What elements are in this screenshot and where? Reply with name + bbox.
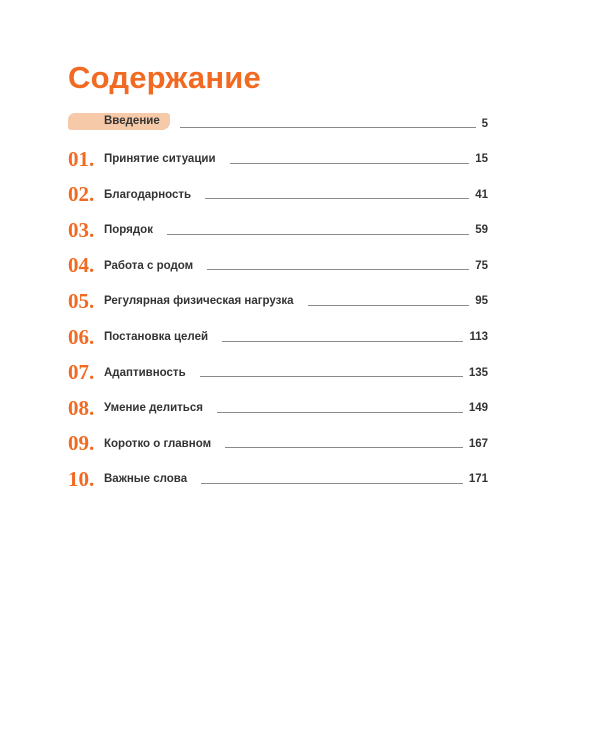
toc-entry-02[interactable] <box>68 166 488 207</box>
toc-entry-page: 135 <box>468 366 488 379</box>
toc-leader-line <box>207 269 469 270</box>
toc-entry-page: 149 <box>468 402 488 415</box>
toc-leader-line <box>308 305 470 306</box>
toc-leader-line <box>217 412 463 413</box>
toc-entry-number: 09. <box>68 431 95 456</box>
toc-entry-page: 15 <box>475 153 488 166</box>
toc-entry-label: Благодарность <box>104 188 192 201</box>
toc-leader-line <box>205 198 469 199</box>
toc-entry-label: Адаптивность <box>104 366 186 379</box>
toc-entry-page: 167 <box>468 437 488 450</box>
toc-entry-08[interactable] <box>68 379 488 420</box>
toc-entry-number: 06. <box>68 324 95 349</box>
toc-list <box>68 104 488 491</box>
toc-entry-03[interactable] <box>68 201 488 242</box>
toc-entry-label: Умение делиться <box>104 402 203 415</box>
toc-entry-05[interactable] <box>68 272 488 313</box>
toc-entry-number: 08. <box>68 395 95 420</box>
toc-leader-line <box>222 341 463 342</box>
toc-leader-line <box>180 127 476 128</box>
toc-entry-label: Регулярная физическая нагрузка <box>104 295 294 308</box>
toc-entry-number: 07. <box>68 360 95 385</box>
toc-entry-page: 5 <box>481 117 488 130</box>
toc-leader-line <box>201 483 463 484</box>
toc-entry-page: 95 <box>475 295 488 308</box>
toc-entry-label: Постановка целей <box>104 331 209 344</box>
toc-entry-page: 41 <box>475 188 488 201</box>
toc-entry-01[interactable] <box>68 130 488 171</box>
toc-entry-page: 59 <box>475 224 488 237</box>
toc-entry-04[interactable] <box>68 237 488 278</box>
toc-entry-06[interactable] <box>68 308 488 349</box>
toc-leader-line <box>225 447 463 448</box>
toc-entry-label: Коротко о главном <box>104 437 212 450</box>
toc-entry-intro[interactable] <box>68 104 488 130</box>
toc-title: Содержание <box>68 60 261 95</box>
toc-leader-line <box>230 163 470 164</box>
toc-leader-line <box>167 234 469 235</box>
toc-entry-number: 05. <box>68 288 95 313</box>
toc-entry-number: 04. <box>68 253 95 278</box>
toc-entry-label: Работа с родом <box>104 259 194 272</box>
toc-entry-page: 75 <box>475 259 488 272</box>
toc-entry-page: 113 <box>469 331 488 344</box>
toc-entry-label: Введение <box>68 113 170 131</box>
toc-entry-number: 01. <box>68 146 95 171</box>
toc-entry-07[interactable] <box>68 344 488 385</box>
toc-entry-page: 171 <box>468 473 488 486</box>
toc-entry-number: 02. <box>68 182 95 207</box>
toc-entry-label: Важные слова <box>104 473 188 486</box>
toc-entry-09[interactable] <box>68 415 488 456</box>
toc-entry-number: 03. <box>68 217 95 242</box>
toc-leader-line <box>200 376 463 377</box>
toc-entry-label: Порядок <box>104 224 153 237</box>
toc-entry-10[interactable] <box>68 450 488 491</box>
toc-entry-number: 10. <box>68 466 95 491</box>
toc-entry-label: Принятие ситуации <box>104 153 216 166</box>
